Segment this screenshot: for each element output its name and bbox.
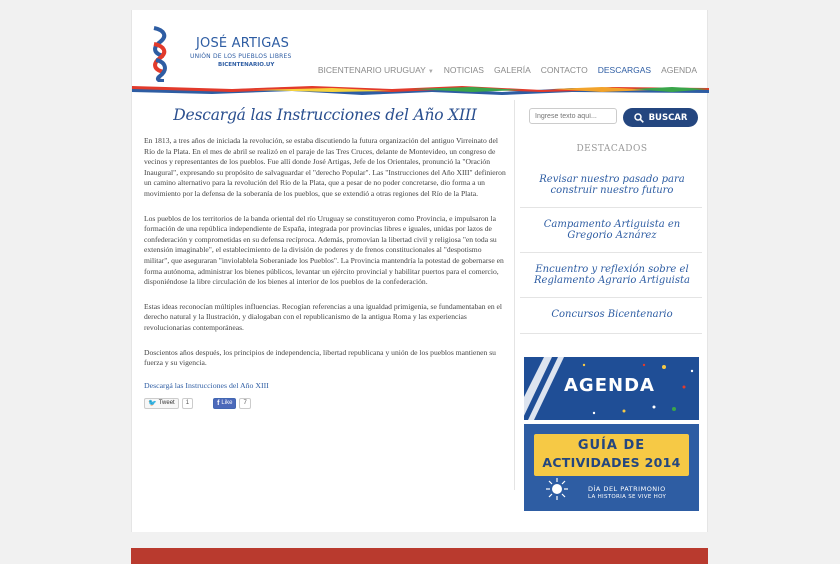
search-button-label: BUSCAR xyxy=(648,112,688,123)
nav-item-descargas[interactable]: DESCARGAS xyxy=(597,65,652,75)
article-paragraph: Los pueblos de los territorios de la banda oriental del río Uruguay se constituyeron como Provincia, e impulsaron la formación de una república independiente de España, integrada por provincias libres e iguales, unidas por lazos de confederación y comprometidas en su defensa recíproca. Además, promovían la libertad civil y religiosa "en toda su extensión imaginable", el establecimiento de la división de poderes y de frenos constitucionales al "despotismo militar", que aseguraran "inviolablela Soberaniade los Pueblos". La Provincia mantendría la potestad de gobernarse en forma autónoma, administrar los bienes públicos, levantar un ejército provincial y habilitar puertos para el comercio, disponiéndose la libre circulación de los bienes al interior de los pueblos de la confederación. xyxy=(144,213,504,287)
search-icon xyxy=(634,113,644,123)
article-paragraph: Estas ideas reconocían múltiples influencias. Recogían referencias a una igualdad primigenia, se fundamentaban en el derecho natural y la Ilustración, y dialogaban con el republicanismo de la antigua Roma y las experiencias revolucionarias contemporáneas. xyxy=(144,301,503,332)
tweet-label: Tweet xyxy=(158,400,175,407)
agenda-banner[interactable] xyxy=(524,357,699,420)
facebook-share[interactable] xyxy=(213,398,251,409)
page-container xyxy=(131,10,708,532)
guia-actividades-banner[interactable] xyxy=(524,424,699,511)
guia-line1: GUÍA DE xyxy=(577,438,646,453)
guia-line2: ACTIVIDADES 2014 xyxy=(542,455,681,470)
sun-icon xyxy=(546,478,568,504)
featured-item[interactable]: Revisar nuestro pasado para construir nuestro futuro xyxy=(539,174,685,196)
like-button[interactable] xyxy=(213,398,236,409)
divider xyxy=(520,207,702,208)
nav-item-noticias[interactable]: NOTICIAS xyxy=(443,65,484,75)
chevron-down-icon: ▼ xyxy=(427,69,434,75)
twitter-icon: 🐦 xyxy=(148,400,157,408)
featured-item[interactable]: Encuentro y reflexión sobre el Reglamento Agrario Artiguista xyxy=(534,264,690,286)
tweet-button[interactable] xyxy=(144,398,179,409)
divider xyxy=(520,297,702,298)
nav-item-bicentenario[interactable] xyxy=(318,65,434,75)
nav-item-agenda[interactable]: AGENDA xyxy=(661,65,697,75)
facebook-icon: f xyxy=(217,399,220,407)
footer-band xyxy=(131,548,708,564)
patrimonio-line2: LA HISTORIA SE VIVE HOY xyxy=(588,494,667,500)
article xyxy=(144,106,506,409)
main-nav xyxy=(318,65,697,75)
logo-title: JOSÉ ARTIGAS xyxy=(196,36,290,51)
header-color-stripe xyxy=(132,86,709,96)
column-divider xyxy=(514,100,515,490)
tweet-count: 1 xyxy=(182,398,193,409)
logo-url: BICENTENARIO.UY xyxy=(218,62,275,68)
like-label: Like xyxy=(221,400,233,407)
nav-item-contacto[interactable]: CONTACTO xyxy=(540,65,588,75)
nav-item-label: BICENTENARIO URUGUAY xyxy=(317,65,426,75)
divider xyxy=(520,252,702,253)
divider xyxy=(520,333,702,334)
patrimonio-line1: DÍA DEL PATRIMONIO xyxy=(588,485,666,493)
page-title: Descargá las Instrucciones del Año XIII xyxy=(173,106,477,124)
tweet-share[interactable] xyxy=(144,398,193,409)
share-buttons xyxy=(144,398,506,409)
agenda-banner-label: AGENDA xyxy=(564,375,655,396)
logo-mark-icon xyxy=(150,26,172,82)
site-logo[interactable] xyxy=(150,26,290,82)
featured-title: DESTACADOS xyxy=(576,144,648,154)
search-input[interactable] xyxy=(529,108,617,124)
article-paragraph: En 1813, a tres años de iniciada la revolución, se estaba discutiendo la futura organización del antiguo Virreinato del Río de la Plata. En el mes de abril se realizó en el paraje de las Tres Cruces, delante de Montevideo, un congreso de vecinos y representantes de los pueblos. Fue allí donde José Artigas, Jefe de los Orientales, pronunció la "Oración Inaugural", expresando su propósito de salvaguardar el "derecho Popular". Las "Instrucciones del Año XIII" definieron un camino alternativo para la revolución del Río de la Plata, que a pesar de no poder concretarse, dio forma a un movimiento por la defensa de la soberanía de los pueblos, que se extendió a otras regiones del Río de la Plata. xyxy=(144,136,506,198)
guia-title-box xyxy=(534,434,689,476)
download-link[interactable]: Descargá las Instrucciones del Año XIII xyxy=(144,380,269,390)
nav-item-galeria[interactable]: GALERÍA xyxy=(493,65,531,75)
like-count: 7 xyxy=(239,398,250,409)
article-paragraph: Doscientos años después, los principios de independencia, libertad republicana y unión de los pueblos mantienen su fuerza y su vigencia. xyxy=(144,347,496,368)
featured-item[interactable]: Concursos Bicentenario xyxy=(551,309,673,320)
search-button[interactable] xyxy=(623,108,698,127)
featured-item[interactable]: Campamento Artiguista en Gregorio Aznárez xyxy=(543,219,681,241)
logo-subtitle: UNIÓN DE LOS PUEBLOS LIBRES xyxy=(190,53,292,60)
